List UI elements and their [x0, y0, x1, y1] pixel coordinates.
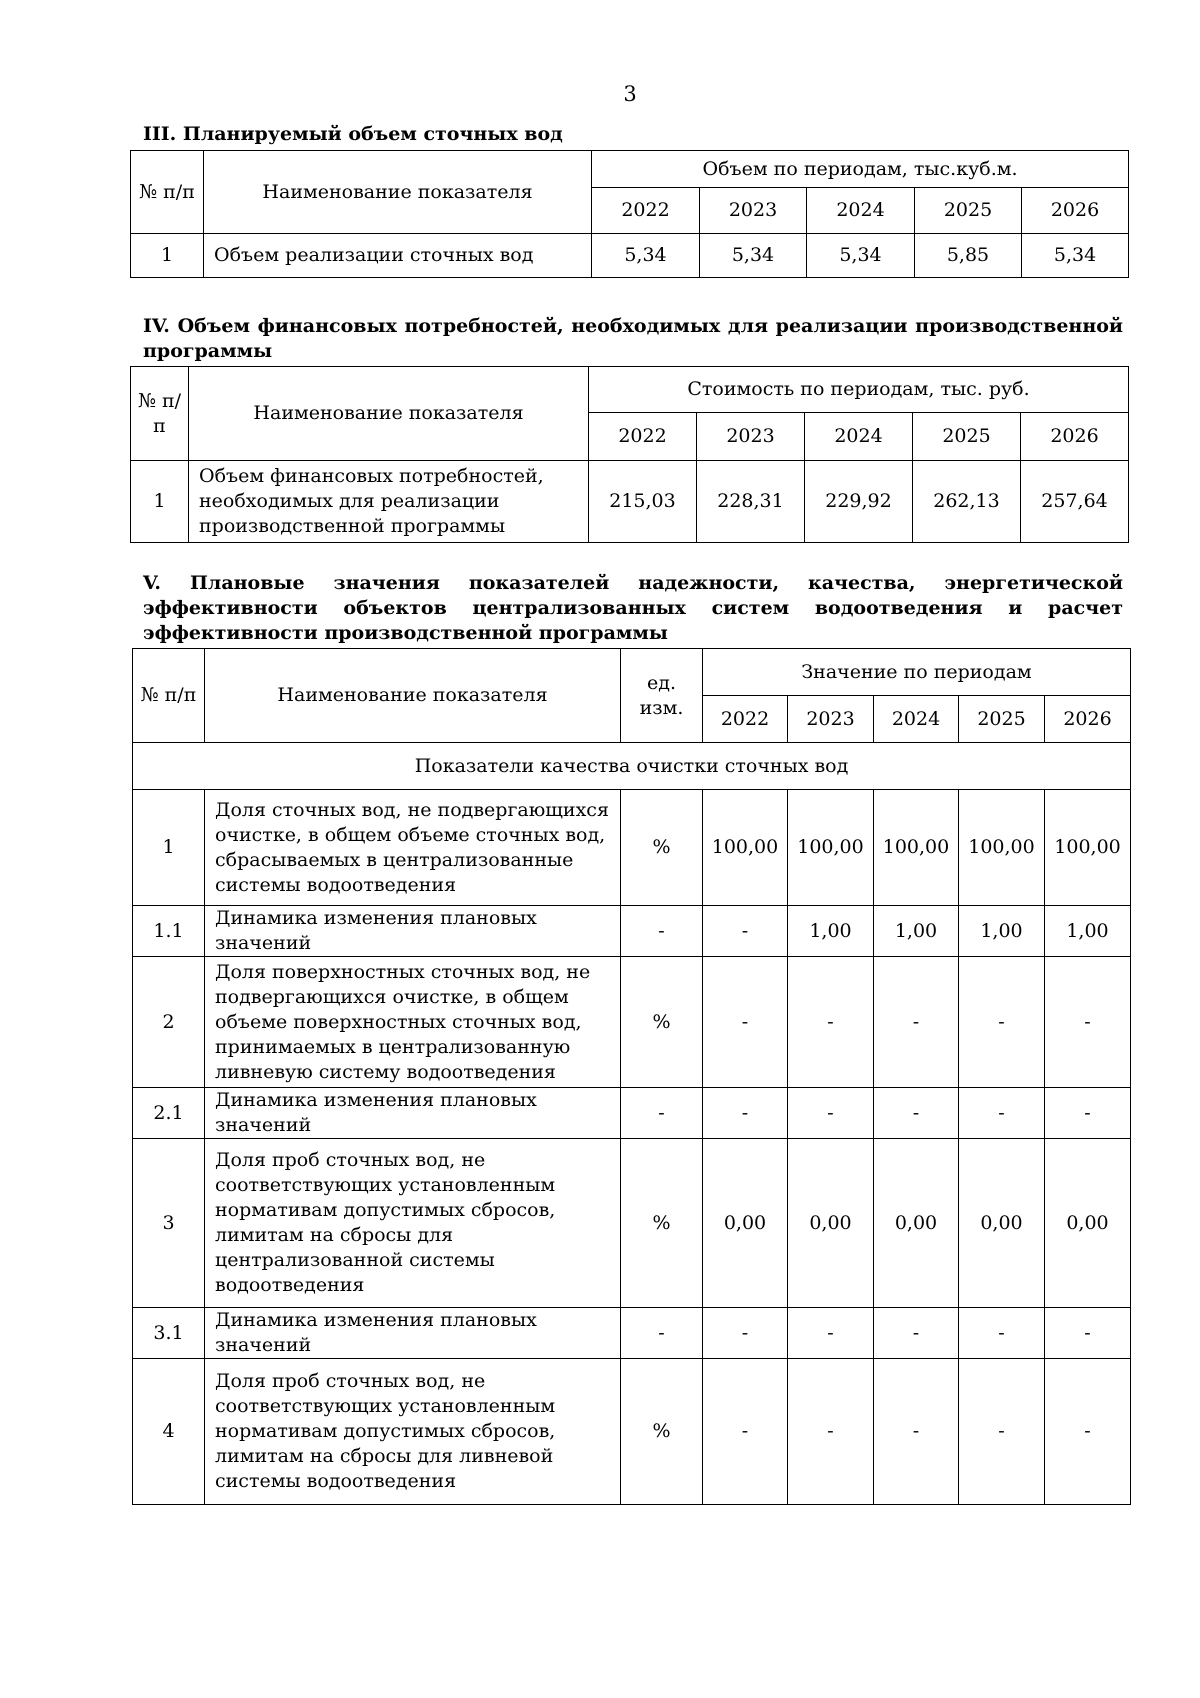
- row-unit: %: [621, 1139, 703, 1308]
- row-value: -: [1045, 957, 1131, 1088]
- section3-table: [130, 150, 1129, 278]
- row-value: 100,00: [1045, 790, 1131, 906]
- row-value: -: [874, 1308, 959, 1359]
- row-unit: %: [621, 1359, 703, 1505]
- row-name: Доля поверхностных сточных вод, не подвергающихся очистке, в общем объеме поверхностных сточных вод, принимаемых в централизованную ливневую систему водоотведения: [205, 957, 621, 1088]
- row-number: 1: [131, 461, 189, 543]
- row-value: 0,00: [703, 1139, 788, 1308]
- row-value: -: [1045, 1308, 1131, 1359]
- row-value: -: [959, 957, 1045, 1088]
- year-header: 2026: [1045, 696, 1131, 743]
- row-value: 215,03: [589, 461, 697, 543]
- row-value: -: [788, 1359, 874, 1505]
- row-value: -: [874, 957, 959, 1088]
- row-number: 1.1: [133, 906, 205, 957]
- row-number: 4: [133, 1359, 205, 1505]
- col-num-header: № п/п: [133, 649, 205, 743]
- row-value: -: [703, 1308, 788, 1359]
- row-value: 0,00: [874, 1139, 959, 1308]
- row-number: 3: [133, 1139, 205, 1308]
- row-number: 2.1: [133, 1088, 205, 1139]
- table-row: [133, 1088, 1131, 1139]
- year-header: 2024: [807, 188, 915, 234]
- col-name-header: Наименование показателя: [205, 649, 621, 743]
- group-label: Показатели качества очистки сточных вод: [133, 743, 1131, 790]
- row-value: 100,00: [874, 790, 959, 906]
- row-name: Доля сточных вод, не подвергающихся очистке, в общем объеме сточных вод, сбрасываемых в централизованные системы водоотведения: [205, 790, 621, 906]
- col-group-header: Объем по периодам, тыс.куб.м.: [592, 151, 1129, 188]
- year-header: 2025: [913, 413, 1021, 461]
- year-header: 2025: [959, 696, 1045, 743]
- row-number: 1: [131, 234, 204, 278]
- row-value: -: [703, 957, 788, 1088]
- row-value: 5,34: [1022, 234, 1129, 278]
- section3-title: III. Планируемый объем сточных вод: [143, 123, 563, 145]
- page-number: 3: [623, 82, 637, 106]
- row-value: 0,00: [959, 1139, 1045, 1308]
- row-value: 0,00: [1045, 1139, 1131, 1308]
- row-value: 5,34: [807, 234, 915, 278]
- year-header: 2022: [592, 188, 700, 234]
- row-number: 2: [133, 957, 205, 1088]
- row-value: 1,00: [874, 906, 959, 957]
- row-name: Объем финансовых потребностей, необходимых для реализации производственной программы: [189, 461, 589, 543]
- row-value: 1,00: [788, 906, 874, 957]
- row-value: 1,00: [959, 906, 1045, 957]
- col-name-header: Наименование показателя: [204, 151, 592, 234]
- section5-table: [132, 648, 1131, 1505]
- year-header: 2024: [874, 696, 959, 743]
- table-row: [133, 1139, 1131, 1308]
- row-value: -: [703, 1088, 788, 1139]
- col-name-header: Наименование показателя: [189, 367, 589, 461]
- row-value: 5,85: [915, 234, 1022, 278]
- row-value: -: [959, 1308, 1045, 1359]
- table-row: [131, 234, 1129, 278]
- row-unit: %: [621, 957, 703, 1088]
- year-header: 2022: [703, 696, 788, 743]
- row-unit: -: [621, 1308, 703, 1359]
- table-row: [131, 461, 1129, 543]
- table-row: [133, 906, 1131, 957]
- row-number: 3.1: [133, 1308, 205, 1359]
- col-num-header: № п/п: [131, 367, 189, 461]
- row-value: -: [788, 1088, 874, 1139]
- row-value: -: [703, 906, 788, 957]
- row-value: 5,34: [592, 234, 700, 278]
- row-value: -: [959, 1359, 1045, 1505]
- row-value: 100,00: [959, 790, 1045, 906]
- col-num-header: № п/п: [131, 151, 204, 234]
- row-value: -: [874, 1359, 959, 1505]
- row-value: -: [1045, 1359, 1131, 1505]
- year-header: 2026: [1021, 413, 1129, 461]
- row-value: 262,13: [913, 461, 1021, 543]
- col-group-header: Значение по периодам: [703, 649, 1131, 696]
- table-row: [133, 1308, 1131, 1359]
- row-unit: %: [621, 790, 703, 906]
- col-group-header: Стоимость по периодам, тыс. руб.: [589, 367, 1129, 413]
- table-row: [133, 957, 1131, 1088]
- row-value: -: [788, 957, 874, 1088]
- row-value: -: [874, 1088, 959, 1139]
- year-header: 2023: [697, 413, 805, 461]
- row-unit: -: [621, 906, 703, 957]
- row-value: -: [1045, 1088, 1131, 1139]
- section5-title: V. Плановые значения показателей надежности, качества, энергетической эффективности объектов централизованных систем водоотведения и расчет эффективности производственной программы: [143, 572, 1123, 644]
- row-name: Доля проб сточных вод, не соответствующих установленным нормативам допустимых сбросов, лимитам на сбросы для централизованной системы водоотведения: [205, 1139, 621, 1308]
- row-name: Динамика изменения плановых значений: [205, 906, 621, 957]
- year-header: 2026: [1022, 188, 1129, 234]
- year-header: 2023: [788, 696, 874, 743]
- row-unit: -: [621, 1088, 703, 1139]
- row-value: 100,00: [788, 790, 874, 906]
- table-row: [133, 790, 1131, 906]
- table-row: [133, 1359, 1131, 1505]
- row-value: 229,92: [805, 461, 913, 543]
- row-value: 1,00: [1045, 906, 1131, 957]
- row-value: -: [788, 1308, 874, 1359]
- row-value: 228,31: [697, 461, 805, 543]
- row-value: 0,00: [788, 1139, 874, 1308]
- section4-title: IV. Объем финансовых потребностей, необходимых для реализации производственной программы: [143, 315, 1123, 362]
- year-header: 2025: [915, 188, 1022, 234]
- row-name: Динамика изменения плановых значений: [205, 1088, 621, 1139]
- row-value: 257,64: [1021, 461, 1129, 543]
- row-value: 5,34: [700, 234, 807, 278]
- row-name: Динамика изменения плановых значений: [205, 1308, 621, 1359]
- row-value: 100,00: [703, 790, 788, 906]
- col-unit-header: ед. изм.: [621, 649, 703, 743]
- year-header: 2023: [700, 188, 807, 234]
- row-value: -: [703, 1359, 788, 1505]
- section4-table: [130, 366, 1129, 543]
- year-header: 2024: [805, 413, 913, 461]
- row-number: 1: [133, 790, 205, 906]
- row-name: Доля проб сточных вод, не соответствующих установленным нормативам допустимых сбросов, лимитам на сбросы для ливневой системы водоотведения: [205, 1359, 621, 1505]
- row-value: -: [959, 1088, 1045, 1139]
- year-header: 2022: [589, 413, 697, 461]
- row-name: Объем реализации сточных вод: [204, 234, 592, 278]
